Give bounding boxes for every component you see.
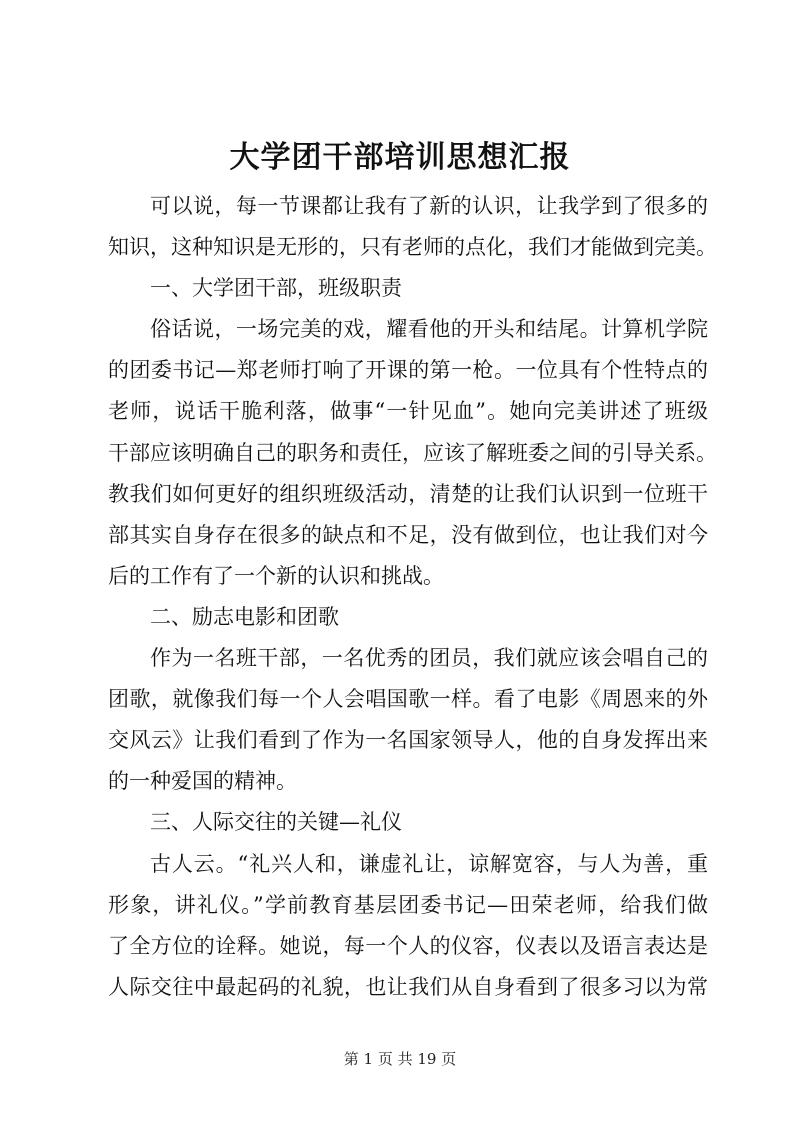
paragraph-line: 后的工作有了一个新的认识和挑战。 <box>108 563 444 588</box>
paragraph-line: 干部应该明确自己的职务和责任，应该了解班委之间的引导关系。 <box>108 440 717 465</box>
paragraph-line: 作为一名班干部，一名优秀的团员，我们就应该会唱自己的 <box>150 646 708 671</box>
page-number-footer: 第 1 页 共 19 页 <box>343 1050 457 1068</box>
paragraph-line: 了全方位的诠释。她说，每一个人的仪容，仪表以及语言表达是 <box>108 933 708 958</box>
paragraph-line: 人际交往中最起码的礼貌，也让我们从自身看到了很多习以为常 <box>108 974 708 999</box>
paragraph-line: 的一种爱国的精神。 <box>108 769 297 794</box>
document-title: 大学团干部培训思想汇报 <box>229 140 571 175</box>
paragraph-line: 老师，说话干脆利落，做事“一针见血”。她向完美讲述了班级 <box>108 399 708 424</box>
paragraph-line: 形象，讲礼仪。”学前教育基层团委书记—田荣老师，给我们做 <box>108 892 708 917</box>
paragraph-line: 交风云》让我们看到了作为一名国家领导人，他的自身发挥出来 <box>108 728 708 753</box>
paragraph-line: 俗话说，一场完美的戏，耀看他的开头和结尾。计算机学院 <box>150 317 708 342</box>
paragraph-line: 知识，这种知识是无形的，只有老师的点化，我们才能做到完美。 <box>108 235 717 260</box>
document-body <box>108 186 717 1008</box>
paragraph-line: 可以说，每一节课都让我有了新的认识，让我学到了很多的 <box>150 194 708 218</box>
paragraph-line: 部其实自身存在很多的缺点和不足，没有做到位，也让我们对今 <box>108 522 708 547</box>
section-heading: 一、大学团干部，班级职责 <box>150 276 402 301</box>
paragraph-line: 古人云。“礼兴人和，谦虚礼让，谅解宽容，与人为善，重 <box>150 851 708 876</box>
paragraph-line: 团歌，就像我们每一个人会唱国歌一样。看了电影《周恩来的外 <box>108 687 708 712</box>
paragraph-line: 的团委书记—郑老师打响了开课的第一枪。一位具有个性特点的 <box>108 358 708 383</box>
section-heading: 二、励志电影和团歌 <box>150 604 339 629</box>
paragraph-line: 教我们如何更好的组织班级活动，清楚的让我们认识到一位班干 <box>108 481 708 506</box>
section-heading: 三、人际交往的关键—礼仪 <box>150 810 402 835</box>
